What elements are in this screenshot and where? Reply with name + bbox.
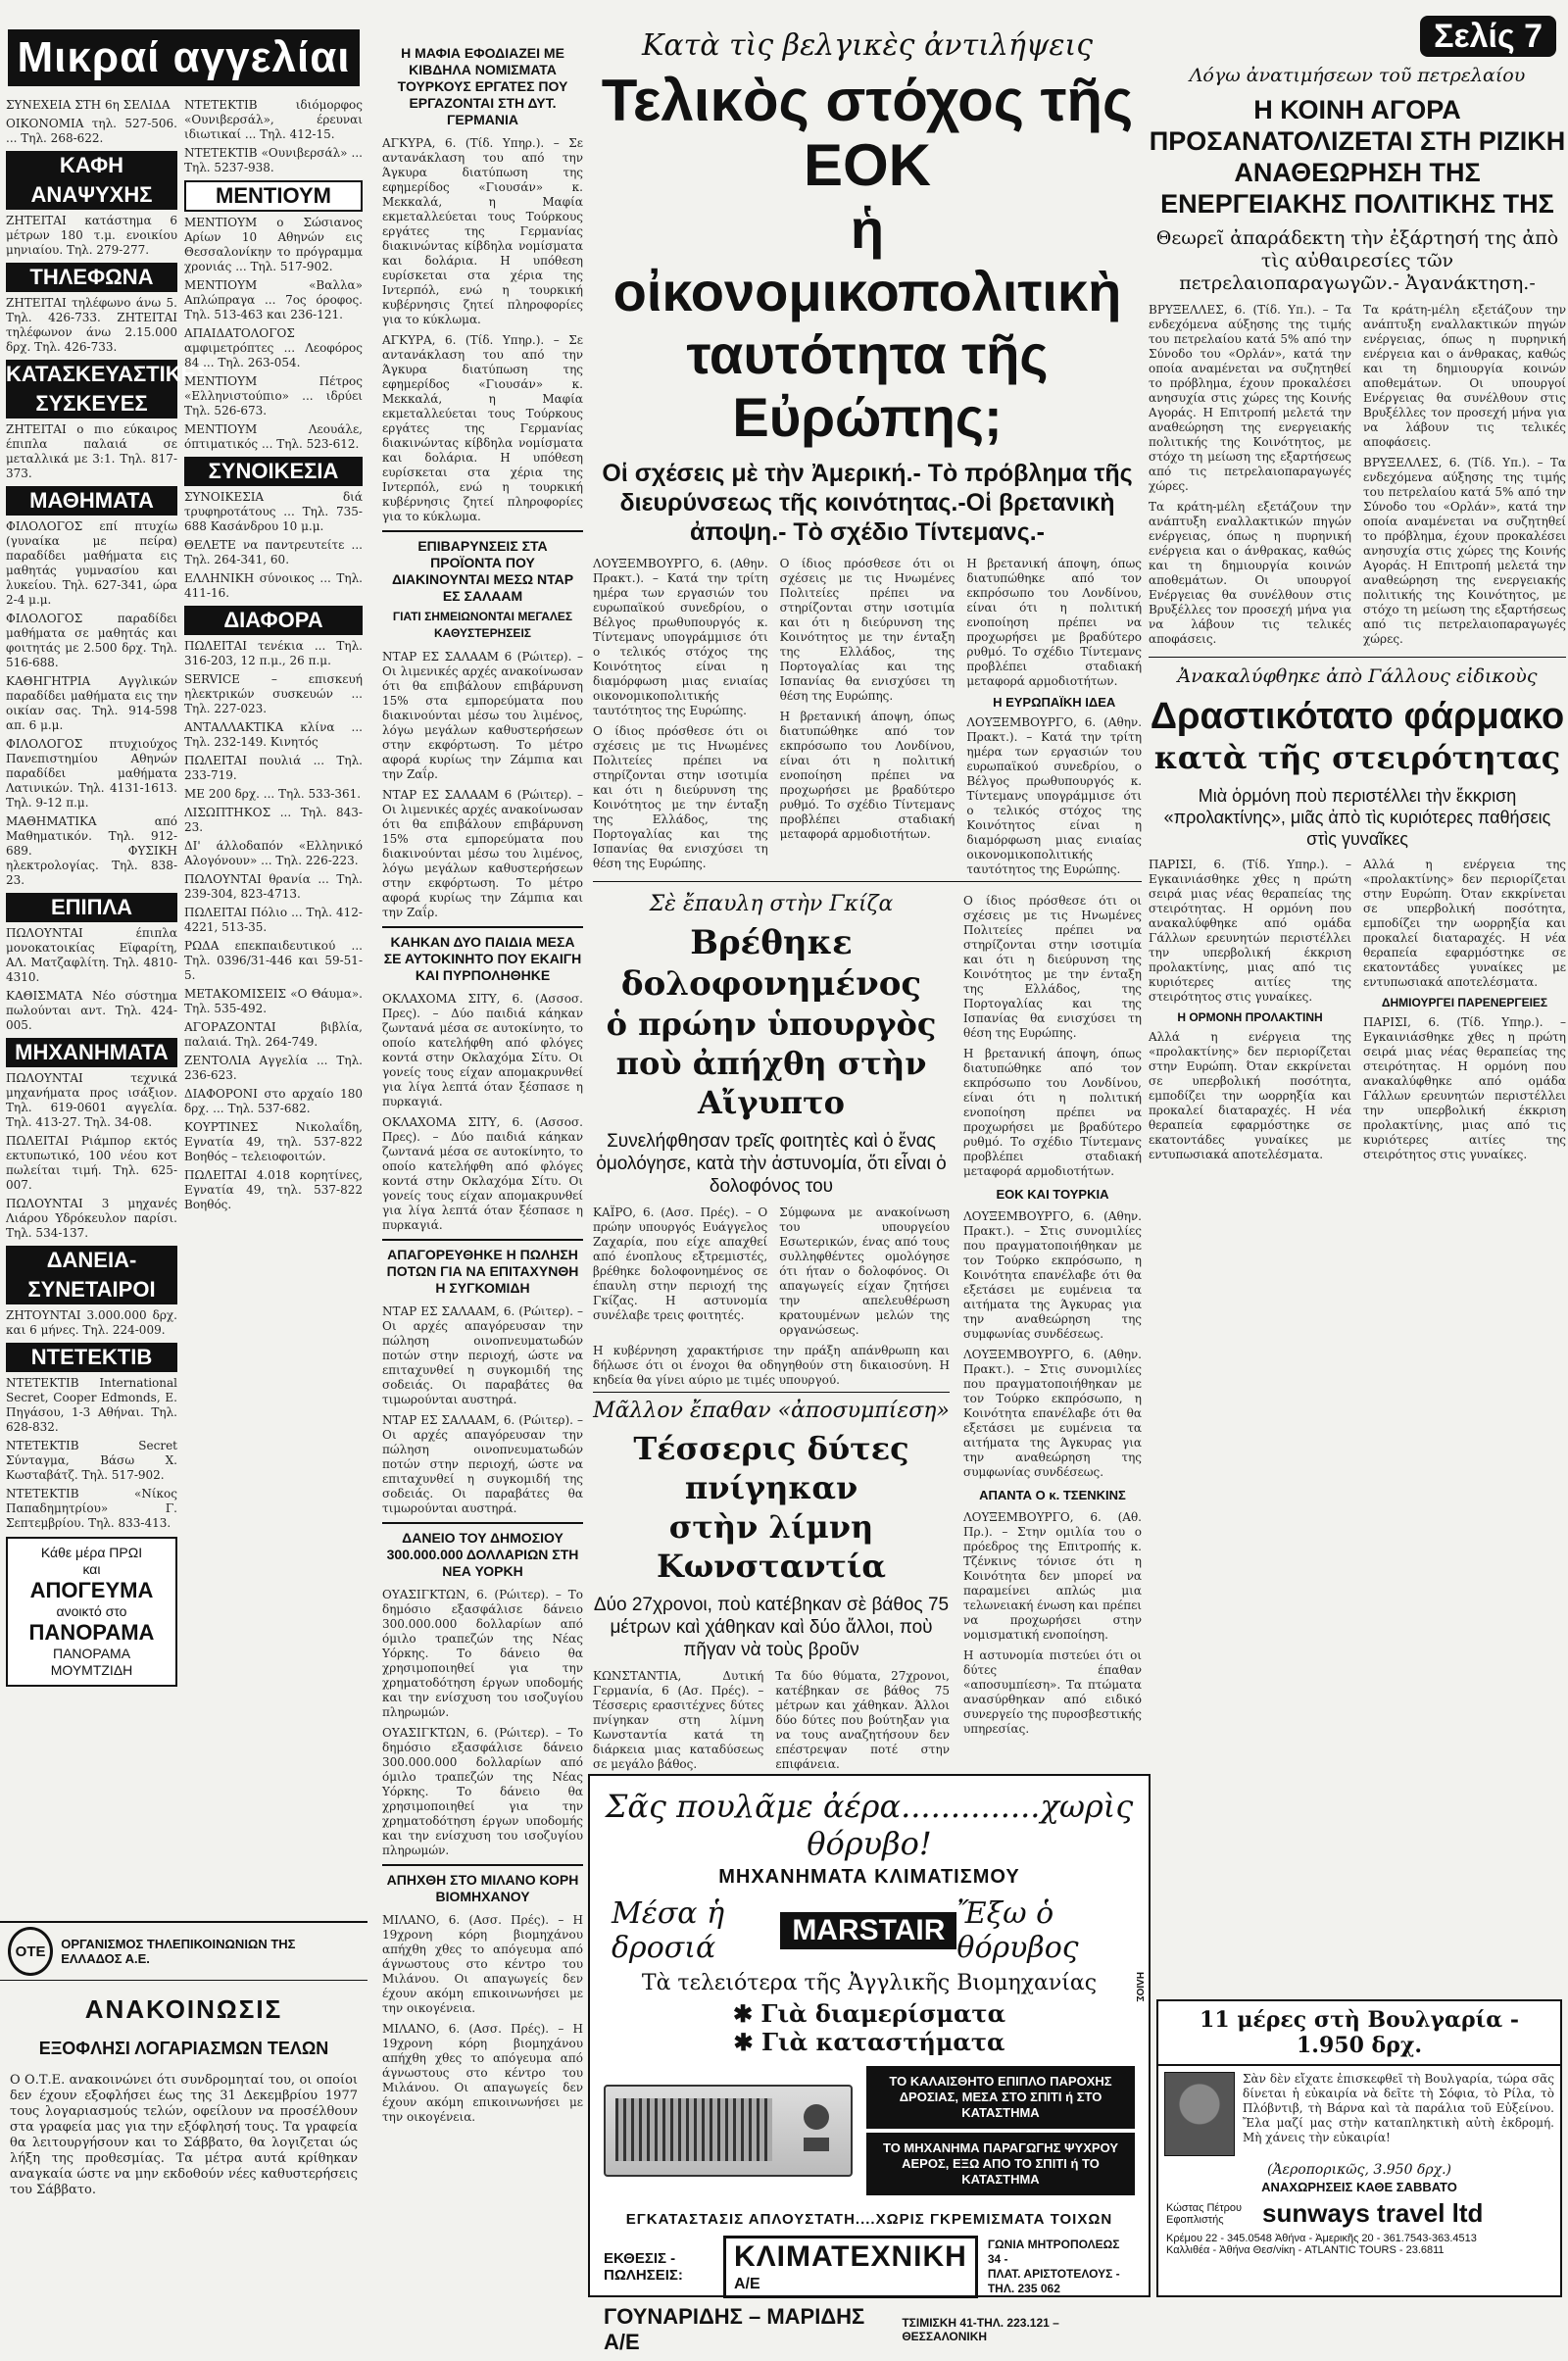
classified-entry: ΠΩΛΕΙΤΑΙ τενέκια ... Τηλ. 316-203, 12 π.μ., 26 π.μ. (184, 639, 363, 667)
travel-brand: sunways travel ltd (1262, 2198, 1484, 2228)
ote-subtitle: ΕΞΟΦΛΗΣΙ ΛΟΓΑΡΙΑΣΜΩΝ ΤΕΛΩΝ (38, 2039, 329, 2058)
eec-col-2-cont: Η βρετανική άποψη, όπως διατυπώθηκε από τον εκπρόσωπο του Λονδίνου, είναι ότι η πολιτική ενοποίηση πρέπει να προχωρήσει με βραδύτερο ρυθμό. Το σχέδιο Τίντεμανς προβλέπει σταδιακή μεταφορά αρμοδιοτήτων. (779, 710, 956, 841)
category-heading: ΜΑΘΗΜΑΤΑ (6, 486, 177, 516)
milan-body: ΜΙΛΑΝΟ, 6. (Ασσ. Πρές). – Η 19χρονη κόρη βιομηχάνου απήχθη χθες το απόγευμα από άγνωστους στο κέντρο του Μιλάνου. Οι απαγωγείς δεν έχουν ακόμη επικοινωνήσει με την οικογένεια. (382, 1913, 583, 2015)
eec-col-3: Η βρετανική άποψη, όπως διατυπώθηκε από τον εκπρόσωπο του Λονδίνου, είναι ότι η πολιτική ενοποίηση πρέπει να προχωρήσει με βραδύτερο ρυθμό. Το σχέδιο Τίντεμανς προβλέπει σταδιακή μεταφορά αρμοδιοτήτων. (966, 557, 1143, 688)
drug-deck: Μιὰ ὁρμόνη ποὺ περιστέλλει τὴν ἔκκριση «προλακτίνης», μιᾶς ἀπὸ τὶς κυριότερες παθήσεις στὶς γυναῖκες (1163, 786, 1551, 849)
drug-col-1: ΠΑΡΙΣΙ, 6. (Τίδ. Υπηρ.). – Εγκαινιάσθηκε χθες η πρώτη σειρά μιας νέας θεραπείας της στειρότητας. Η ορμόνη που ανακαλύφθηκε από ομάδα Γάλλων ερευνητών περιστέλλει την υπερβολική έκκριση προλακτίνης, μιας από τις κυριότερες αιτίες της στειρότητος στις γυναίκες. (1149, 858, 1351, 1004)
ac-agency-mark: ΗΛΙΟΣ (1134, 1972, 1145, 2002)
oil-col-1-cont: Τα κράτη-μέλη εξετάζουν την ανάπτυξη εναλλακτικών πηγών ενέργειας, όπως η πυρηνική ενέργεια και ο άνθρακας, καθώς και τη δημιουργία κοινών αποθεμάτων. Οι υπουργοί Ενέργειας θα συνέλθουν στις Βρυξέλλες τον προσεχή μήνα για να λάβουν τις τελικές αποφάσεις. (1149, 500, 1351, 646)
classified-entry: ΖΗΤΟΥΝΤΑΙ 3.000.000 δρχ. και 6 μήνες. Τηλ. 224-009. (6, 1308, 177, 1337)
classified-entry: ΜΕΝΤΙΟΥΜ Λεουάλε, όπτιματικός ... Τηλ. 523-612. (184, 422, 363, 451)
alcohol-ban-headline: ΑΠΑΓΟΡΕΥΘΗΚΕ Η ΠΩΛΗΣΗ ΠΟΤΩΝ ΓΙΑ ΝΑ ΕΠΙΤΑΧΥΝΘΗ Η ΣΥΓΚΟΜΙΔΗ (386, 1247, 579, 1296)
classified-entry: ΦΙΛΟΛΟΓΟΣ παραδίδει μαθήματα σε μαθητάς και φοιτητάς με 2.500 δρχ. Τηλ. 516-688. (6, 612, 177, 669)
classified-entry: ΟΙΚΟΝΟΜΙΑ τηλ. 527-506. ... Τηλ. 268-622. (6, 117, 177, 145)
ac-title: ΜΗΧΑΝΗΜΑΤΑ ΚΛΙΜΑΤΙΣΜΟΥ (718, 1866, 1020, 1888)
bullet-icon: ✱ (732, 1999, 761, 2028)
oil-kicker: Λόγω ἀνατιμήσεων τοῦ πετρελαίου (1189, 65, 1526, 86)
classified-entry: ΘΕΛΕΤΕ να παντρευτείτε ... Τηλ. 264-341, 60. (184, 538, 363, 566)
ote-header (0, 1921, 368, 1981)
eec-col-1: ΛΟΥΞΕΜΒΟΥΡΓΟ, 6. (Αθην. Πρακτ.). – Κατά την τρίτη ημέρα των εργασιών του ευρωπαϊκού συνεδρίου, ο Βέλγος πρωθυπουργός κ. Τίντεμανς υπογράμμισε ότι ο τελικός στόχος της Κοινότητος είναι η διαμόρφωση μιας ενιαίας οικονομικοπολιτικής ταυτότητος της Ευρώπης. (593, 557, 768, 717)
classified-entry: ΜΑΘΗΜΑΤΙΚΑ από Μαθηματικόν. Τηλ. 912-689. ΦΥΣΙΚΗ ηλεκτρολογίας. Τηλ. 838-23. (6, 814, 177, 887)
classified-entry: ΔΙ' άλλοδαπόν «Ελληνικό Αλογόνουν» ... Τηλ. 226-223. (184, 839, 363, 867)
travel-address-1: Κρέμου 22 - 345.0548 Ἀθήνα - Ἀμερικῆς 20 - 361.7543-363.4513 (1166, 2233, 1477, 2244)
category-heading: ΚΑΤΑΣΚΕΥΑΣΤΙΚΕΣ ΣΥΣΚΕΥΕΣ (6, 360, 177, 418)
ac-feature-box-1: ΤΟ ΚΑΛΑΙΣΘΗΤΟ ΕΠΙΠΛΟ ΠΑΡΟΧΗΣ ΔΡΟΣΙΑΣ, ΜΕΣΑ ΣΤΟ ΣΠΙΤΙ ή ΣΤΟ ΚΑΤΑΣΤΗΜΑ (866, 2066, 1135, 2129)
classified-entry: ΜΕΝΤΙΟΥΜ Πέτρος «Ελληνιστούπιο» ... ιδρύει Τηλ. 526-673. (184, 374, 363, 418)
classified-entry: ΖΕΝΤΟΛΙΑ Αγγελία ... Τηλ. 236-623. (184, 1054, 363, 1082)
classified-entry: ΑΓΟΡΑΖΟΝΤΑΙ βιβλία, παλαιά. Τηλ. 264-749. (184, 1020, 363, 1049)
category-heading: ΜΕΝΤΙΟΥΜ (184, 180, 363, 212)
classified-entry: ΚΟΥΡΤΙΝΕΣ Νικολαΐδη, Εγνατία 49, τηλ. 537-822 Βοηθός – τελειοφοιτών. (184, 1120, 363, 1163)
loan-body-cont: ΟΥΑΣΙΓΚΤΩΝ, 6. (Ρώιτερ). – Το δημόσιο εξασφάλισε δάνειο 300.000.000 δολλαρίων από όμιλο τραπεζών της Νέας Υόρκης. Το δάνειο θα χρησιμοποιηθεί για την χρηματοδότηση έργων υποδομής και την ενίσχυση του ισοζυγίου πληρωμών. (382, 1726, 583, 1857)
classified-entry: ΚΑΘΙΣΜΑΤΑ Νέο σύστημα πωλούνται αντ. Τηλ. 424-005. (6, 989, 177, 1032)
category-heading: ΤΗΛΕΦΩΝΑ (6, 263, 177, 292)
ote-announcement (0, 1921, 368, 2303)
divers-col-2: Τα δύο θύματα, 27χρονοι, κατέβηκαν σε βάθος 75 μέτρων και χάθηκαν. Άλλοι δύο δύτες που βούτηξαν για να τους αναζητήσουν δεν επέστρεψαν ποτέ στην επιφάνεια. (775, 1669, 950, 1771)
classified-entry: ΣΥΝΕΧΕΙΑ ΣΤΗ 6η ΣΕΛΙΔΑ (6, 98, 171, 112)
ote-body: Ο Ο.Τ.Ε. ανακοινώνει ότι συνδρομηταί του, οι οποίοι δεν έχουν εξοφλήσει έως της 31 Δεκεμβρίου 1977 τους λογαριασμούς τελών, οφείλουν να προσέλθουν στα γραφεία μας για την εξόφλησή τους. Τα γραφεία θα λειτουργήσουν και το Σάββατο, θα λογιζεται ώς λήξη της προθεσμίας. Τα μέτρα αυτά κρίθηκαν αναγκαία ώστε να μην εκδοθούν νέες καθυστερήσεις του Σάββατο. (10, 2073, 358, 2197)
ote-title: ΑΝΑΚΟΙΝΩΣΙΣ (84, 1994, 283, 2024)
ac-company-suffix: Α/Ε (733, 2276, 760, 2292)
classified-entry: ΠΩΛΕΙΤΑΙ Πόλιο ... Τηλ. 412-4221, 513-35. (184, 906, 363, 934)
ac-bullet-1-text: Γιὰ διαμερίσματα (760, 1999, 1006, 2028)
ote-logo: ΟΤΕ (8, 1927, 53, 1976)
ac-subtitle: Τὰ τελειότερα τῆς Ἀγγλικῆς Βιομηχανίας (641, 1971, 1098, 1995)
divers-col-1: ΚΩΝΣΤΑΝΤΙΑ, Δυτική Γερμανία, 6 (Ασ. Πρές). – Τέσσερις ερασιτέχνες δύτες πνίγηκαν στη λίμνη Κωνσταντία κατά τη διάρκεια μιας καταδύσεως σε μεγάλο βάθος. (593, 1669, 764, 1771)
category-heading: ΔΙΑΦΟΡΑ (184, 606, 363, 635)
drug-kicker: Ἀνακαλύφθηκε ἀπὸ Γάλλους εἰδικοὺς (1177, 665, 1538, 687)
classified-entry: ΠΩΛΕΙΤΑΙ 4.018 κορητίνες, Εγνατία 49, τηλ. 537-822 Βοηθός. (184, 1168, 363, 1211)
category-heading: ΜΗΧΑΝΗΜΑΤΑ (6, 1038, 177, 1067)
dar-subhead: ΓΙΑΤΙ ΣΗΜΕΙΩΝΟΝΤΑΙ ΜΕΓΑΛΕΣ ΚΑΘΥΣΤΕΡΗΣΕΙΣ (392, 610, 573, 640)
classified-entry: ΖΗΤΕΙΤΑΙ κατάστημα 6 μέτρων 180 τ.μ. ενοικίου μηνιαίου. Τηλ. 279-277. (6, 214, 177, 257)
jenkins-subhead: ΑΠΑΝΤΑ Ο κ. ΤΣΕΝΚΙΝΣ (979, 1488, 1126, 1502)
classified-entry: ΜΕΝΤΙΟΥΜ ο Σώσιανος Αρίων 10 Αθηνών εις Θεσσαλονίκην το πρόγραμμα χρονιάς ... Τηλ. 517-902. (184, 216, 363, 273)
classified-entry: ΠΩΛΕΙΤΑΙ Ριάμπορ εκτός εκτυπωτικό, 100 νέου κοτ πωλείται τιμή. Τηλ. 625-007. (6, 1134, 177, 1192)
gaza-headline-line1: Βρέθηκε δολοφονημένος (620, 923, 922, 1004)
ac-left-slogan: Μέσα ἡ δροσιά (612, 1896, 725, 1965)
panorama-ad-line2: και (82, 1561, 101, 1577)
mafia-body: ΑΓΚΥΡΑ, 6. (Τίδ. Υπηρ.). – Σε αντανάκλαση του από την Άγκυρα διατύπωση της εφημερίδος «Γιουσάν» κ. Μεκκαλά, η Μαφία εκμεταλλεύεται τους Τούρκους εργάτες της Γερμανίας διακινώντας κίβδηλα νομίσματα και δολάρια. Η υπόθεση ευρίσκεται στα χέρια της Ιντερπόλ, ενώ η τουρκική κυβέρνησις ζητεί πληροφορίες για το κύκλωμα. (382, 136, 583, 326)
ote-organization: ΟΡΓΑΝΙΣΜΟΣ ΤΗΛΕΠΙΚΟΙΝΩΝΙΩΝ ΤΗΣ ΕΛΛΑΔΟΣ Α.Ε. (61, 1937, 296, 1966)
oil-headline: Η ΚΟΙΝΗ ΑΓΟΡΑ ΠΡΟΣΑΝΑΤΟΛΙΖΕΤΑΙ ΣΤΗ ΡΙΖΙΚΗ ΑΝΑΘΕΩΡΗΣΗ ΤΗΣ ΕΝΕΡΓΕΙΑΚΗΣ ΠΟΛΙΤΙΚΗΣ ΤΗΣ (1149, 95, 1566, 219)
ac-slogan: Σᾶς πουλᾶμε ἀέρα..............χωρὶς θόρυβο! (605, 1788, 1134, 1862)
travel-address-2: Καλλιθέα - Ἀθήνα Θεσ/νίκη - ATLANTIC TOURS - 23.6811 (1166, 2244, 1445, 2256)
loan-body: ΟΥΑΣΙΓΚΤΩΝ, 6. (Ρώιτερ). – Το δημόσιο εξασφάλισε δάνειο 300.000.000 δολλαρίων από όμιλο τραπεζών της Νέας Υόρκης. Το δάνειο θα χρησιμοποιηθεί για την χρηματοδότηση έργων υποδομής και την ενίσχυση του ισοζυγίου πληρωμών. (382, 1588, 583, 1719)
eec-kicker: Κατὰ τὶς βελγικὲς ἀντιλήψεις (641, 28, 1094, 63)
classifieds-title: Μικραί αγγελίαι (8, 29, 360, 86)
classifieds-right-column (184, 98, 363, 1216)
gaza-col-1: ΚΑΪΡΟ, 6. (Ασσ. Πρές). – Ο πρώην υπουργός Ευάγγελος Ζαχαρία, που είχε απαχθεί από ένοπλους εξτρεμιστές, βρέθηκε δολοφονημένος σε έπαυλη στην περιοχή της Γκίζας. Η αστυνομία συνέλαβε τρεις φοιτητές. (593, 1205, 768, 1322)
ac-installation-note: ΕΓΚΑΤΑΣΤΑΣΙΣ ΑΠΛΟΥΣΤΑΤΗ....ΧΩΡΙΣ ΓΚΡΕΜΙΣΜΑΤΑ ΤΟΙΧΩΝ (625, 2211, 1113, 2228)
classified-entry: ΑΠΑΙΔΑΤΟΛΟΓΟΣ αμφιμετρόπτες ... Λεοφόρος 84 ... Τηλ. 263-054. (184, 326, 363, 369)
classified-entry: ΜΕΝΤΙΟΥΜ «Βαλλα» Απλώπραγα ... 7ος όροφος. Τηλ. 513-463 και 236-121. (184, 278, 363, 321)
classified-entry: ΜΕ 200 δρχ. ... Τηλ. 533-361. (184, 787, 362, 801)
category-heading: ΔΑΝΕΙΑ-ΣΥΝΕΤΑΙΡΟΙ (6, 1246, 177, 1304)
gaza-headline-line2: ὁ πρώην ὑπουργὸς (606, 1006, 937, 1043)
category-heading: ΕΠΙΠΛΑ (6, 893, 177, 922)
panorama-ad-line5: ΠΑΝΟΡΑΜΑ (28, 1620, 155, 1645)
classified-entry: ΡΩΔΑ επεκπαιδευτικού ... Τηλ. 0396/31-446 και 59-51-5. (184, 939, 363, 982)
eec-headline-line2: ἡ οἰκονομικοπολιτικὴ (612, 198, 1122, 322)
eec-cont-1: Ο ίδιος πρόσθεσε ότι οι σχέσεις με τις Ηνωμένες Πολιτείες πρέπει να στηρίζονται στην ισοτιμία και ότι η διεύρυνση της Κοινότητος με την ένταξη της Ελλάδος, της Πορτογαλίας και της Ισπανίας θα ενισχύσει τη θέση της Ευρώπης. (963, 894, 1142, 1040)
gaza-col-2: Σύμφωνα με ανακοίνωση του υπουργείου Εσωτερικών, ένας από τους συλληφθέντες ομολόγησε ότι ήταν ο δολοφόνος. Οι απαγωγείς είχαν ζητήσει την απελευθέρωση κρατουμένων μελών της οργανώσεως. (779, 1205, 950, 1337)
classified-entry: ΝΤΕΤΕΚΤΙΒ Secret Σύνταγμα, Βάσω Χ. Κωσταβάτζ. Τηλ. 517-902. (6, 1439, 177, 1482)
ac-bullet-2 (590, 2028, 1149, 2056)
drug-headline-line2: κατὰ τῆς στειρότητας (1153, 739, 1561, 776)
classified-entry: ΠΩΛΕΙΤΑΙ πουλιά ... Τηλ. 233-719. (184, 754, 363, 782)
ac-brand-logo: MARSTAIR (780, 1912, 956, 1949)
loan-headline: ΔΑΝΕΙΟ ΤΟΥ ΔΗΜΟΣΙΟΥ 300.000.000 ΔΟΛΛΑΡΙΩΝ ΣΤΗ ΝΕΑ ΥΟΡΚΗ (386, 1530, 579, 1579)
classified-entry: ΖΗΤΕΙΤΑΙ τηλέφωνο άνω 5. Τηλ. 426-733. ΖΗΤΕΙΤΑΙ τηλέφωνον άνω 2.15.000 δρχ. Τηλ. 426-733. (6, 296, 177, 354)
air-conditioner-advertisement (588, 1774, 1151, 2354)
car-fire-headline: ΚΑΗΚΑΝ ΔΥΟ ΠΑΙΔΙΑ ΜΕΣΑ ΣΕ ΑΥΤΟΚΙΝΗΤΟ ΠΟΥ ΕΚΑΙΓΗ ΚΑΙ ΠΥΡΠΟΛΗΘΗΚΕ (383, 934, 582, 983)
category-heading: ΝΤΕΤΕΚΤΙΒ (6, 1343, 177, 1372)
ac-address-2: ΠΛΑΤ. ΑΡΙΣΤΟΤΕΛΟΥΣ - ΤΗΛ. 235 062 (987, 2267, 1120, 2295)
travel-body: Σὰν δὲν εἴχατε ἐπισκεφθεῖ τὴ Βουλγαρία, τώρα σᾶς δίνεται ἡ εὐκαιρία νὰ δεῖτε τὴ Σόφια, τὸ Ρίλα, τὸ Πλόβντιβ, τὴ Βάρνα καὶ τὰ παράλια τοῦ Εὐξείνου. Ἔλα μαζί μας στὴν καταπληκτικὴ αὐτὴ ἐκδρομή. Μὴ χάνεις τὴν εὐκαιρία! (1243, 2072, 1554, 2144)
ac-bullet-2-text: Γιὰ καταστήματα (760, 2028, 1005, 2056)
ac-feature-box-2: ΤΟ ΜΗΧΑΝΗΜΑ ΠΑΡΑΓΩΓΗΣ ΨΥΧΡΟΥ ΑΕΡΟΣ, ΕΞΩ ΑΠΟ ΤΟ ΣΠΙΤΙ ή ΤΟ ΚΑΤΑΣΤΗΜΑ (866, 2133, 1135, 2195)
eec-headline-line3: ταυτότητα τῆς Εὐρώπης; (686, 323, 1049, 448)
classified-entry: ΝΤΕΤΕΚΤΙΒ International Secret, Cooper Edmonds, Ε. Πηγάσου, 1-3 Αθήναι. Τηλ. 628-832. (6, 1376, 177, 1434)
classified-entry: SERVICE – επισκευή ηλεκτρικών συσκευών ... Τηλ. 227-023. (184, 672, 363, 715)
travel-advertisement (1156, 1999, 1562, 2297)
classified-entry: ΚΑΘΗΓΗΤΡΙΑ Αγγλικών παραδίδει μαθήματα εις την οικίαν σας. Τηλ. 914-598 απ. 6 μ.μ. (6, 674, 177, 732)
mafia-body-cont: ΑΓΚΥΡΑ, 6. (Τίδ. Υπηρ.). – Σε αντανάκλαση του από την Άγκυρα διατύπωση της εφημερίδος «Γιουσάν» κ. Μεκκαλά, η Μαφία εκμεταλλεύεται τους Τούρκους εργάτες της Γερμανίας διακινώντας κίβδηλα νομίσματα και δολάρια. Η υπόθεση ευρίσκεται στα χέρια της Ιντερπόλ, ενώ η τουρκική κυβέρνησις ζητεί πληροφορίες για το κύκλωμα. (382, 333, 583, 523)
turkey-subhead: ΕΟΚ ΚΑΙ ΤΟΥΡΚΙΑ (996, 1187, 1109, 1202)
panorama-ad-line1: Κάθε μέρα ΠΡΩΙ (40, 1545, 143, 1560)
panorama-ad-line4: ανοικτό στο (56, 1603, 127, 1619)
alcohol-ban-body: ΝΤΑΡ ΕΣ ΣΑΛΑΑΜ, 6. (Ρώιτερ). – Οι αρχές απαγόρευσαν την πώληση οινοπνευματωδών ποτών στην περιοχή, ώστε να επιταχυνθεί η συγκομιδή της σοδειάς. Οι παραβάτες θα τιμωρούνται αυστηρά. (382, 1304, 583, 1406)
ac-address-1: ΓΩΝΙΑ ΜΗΤΡΟΠΟΛΕΩΣ 34 - (987, 2238, 1120, 2266)
ac-bullet-1 (590, 1999, 1149, 2028)
oil-col-2-cont: ΒΡΥΞΕΛΛΕΣ, 6. (Τίδ. Υπ.). – Τα ενδεχόμενα αύξησης της τιμής του πετρελαίου κατά 5% από την Σύνοδο του «Ορλάν», κατά την οποία αναμένεται να συζητηθεί το πρόβλημα, έχουν προκαλέσει ανησυχία στις χώρες της Κοινής Αγοράς. Η Επιτροπή μελετά την αναθεώρηση της ενεργειακής πολιτικής της Κοινότητος, με στόχο τη μείωση της εξαρτήσεως από τις πετρελαιοπαραγωγές χώρες. (1363, 456, 1566, 646)
panorama-advertisement (6, 1537, 177, 1687)
gaza-headline-line3: ποὺ ἀπήχθη στὴν Αἴγυπτο (615, 1045, 927, 1121)
classified-entry: ΛΙΣΩΠΤΗΚΟΣ ... Τηλ. 843-23. (184, 806, 363, 834)
jenkins-body-cont: Η αστυνομία πιστεύει ότι οι δύτες έπαθαν «αποσυμπίεση». Τα πτώματα ανασύρθηκαν από ειδικό συνεργείο της πυροσβεστικής υπηρεσίας. (963, 1648, 1142, 1736)
dar-body: ΝΤΑΡ ΕΣ ΣΑΛΑΑΜ 6 (Ρώιτερ). – Οι λιμενικές αρχές ανακοίνωσαν ότι θα επιβάλουν επιβάρυνση 15% στα εμπορεύματα που διακινούνται μέσω του λιμένος, λόγω μεγάλων καθυστερήσεων στην εκφόρτωση. Το μέτρο αφορά κυρίως την Ζάμπια και την Ζαΐρ. (382, 650, 583, 781)
ac-dealer-address: ΤΣΙΜΙΣΚΗ 41-ΤΗΛ. 223.121 – ΘΕΣΣΑΛΟΝΙΚΗ (902, 2316, 1059, 2343)
eec-col-3-cont: ΛΟΥΞΕΜΒΟΥΡΓΟ, 6. (Αθην. Πρακτ.). – Κατά την τρίτη ημέρα των εργασιών του ευρωπαϊκού συνεδρίου, ο Βέλγος πρωθυπουργός κ. Τίντεμανς υπογράμμισε ότι ο τελικός στόχος της Κοινότητος είναι η διαμόρφωση μιας ενιαίας οικονομικοπολιτικής ταυτότητος της Ευρώπης. (966, 715, 1143, 876)
eec-continuation (963, 886, 1142, 1772)
travel-photo (1164, 2072, 1235, 2156)
bullet-icon: ✱ (733, 2028, 761, 2056)
center-lower-block (593, 886, 1142, 1772)
divers-kicker: Μᾶλλον ἔπαθαν «ἀποσυμπίεση» (593, 1399, 950, 1423)
drug-col-2-cont: ΠΑΡΙΣΙ, 6. (Τίδ. Υπηρ.). – Εγκαινιάσθηκε χθες η πρώτη σειρά μιας νέας θεραπείας της στειρότητας. Η ορμόνη που ανακαλύφθηκε από ομάδα Γάλλων ερευνητών περιστέλλει την υπερβολική έκκριση προλακτίνης, μιας από τις κυριότερες αιτίες της στειρότητος στις γυναίκες. (1363, 1015, 1566, 1161)
page-number-badge: Σελίς 7 (1420, 16, 1556, 57)
air-conditioner-unit-illustration (604, 2085, 853, 2177)
oil-col-1: ΒΡΥΞΕΛΛΕΣ, 6. (Τίδ. Υπ.). – Τα ενδεχόμενα αύξησης της τιμής του πετρελαίου κατά 5% από την Σύνοδο του «Ορλάν», κατά την οποία αναμένεται να συζητηθεί το πρόβλημα, έχουν προκαλέσει ανησυχία στις χώρες της Κοινής Αγοράς. Η Επιτροπή μελετά την αναθεώρηση της ενεργειακής πολιτικής της Κοινότητος, με στόχο τη μείωση της εξαρτήσεως από τις πετρελαιοπαραγωγές χώρες. (1149, 303, 1351, 493)
classified-entry: ΔΙΑΦΟΡΟΝΙ στο αρχαίο 180 δρχ. ... Τηλ. 537-682. (184, 1087, 363, 1115)
news-column-2 (382, 39, 583, 2125)
gaza-deck: Συνελήφθησαν τρεῖς φοιτητὲς καὶ ὁ ἕνας ὁμολόγησε, κατὰ τὴν ἀστυνομία, ὅτι εἶναι ὁ δολοφόνος του (596, 1131, 947, 1197)
eec-col-1-cont: Ο ίδιος πρόσθεσε ότι οι σχέσεις με τις Ηνωμένες Πολιτείες πρέπει να στηρίζονται στην ισοτιμία και ότι η διεύρυνση της Κοινότητος με την ένταξη της Ελλάδος, της Πορτογαλίας και της Ισπανίας θα ενισχύσει τη θέση της Ευρώπης. (593, 724, 768, 870)
classifieds-left-column (6, 98, 209, 1693)
classified-entry: ΖΗΤΕΙΤΑΙ ο πιο εύκαιρος έπιπλα παλαιά σε μεταλλικά με 3:1. Τηλ. 817-373. (6, 422, 177, 480)
classified-entry: ΑΝΤΑΛΛΑΚΤΙΚΑ κλίνα ... Τηλ. 232-149. Κινητός (184, 720, 363, 749)
classified-entry: ΠΩΛΟΥΝΤΑΙ θρανία ... Τηλ. 239-304, 823-4713. (184, 872, 363, 901)
classified-entry: ΜΕΤΑΚΟΜΙΣΕΙΣ «Ο Θάυμα». Τηλ. 535-492. (184, 987, 363, 1015)
category-heading: ΚΑΦΗ ΑΝΑΨΥΧΗΣ (6, 151, 177, 210)
oil-col-2: Τα κράτη-μέλη εξετάζουν την ανάπτυξη εναλλακτικών πηγών ενέργειας, όπως η πυρηνική ενέργεια και ο άνθρακας, καθώς και τη δημιουργία κοινών αποθεμάτων. Οι υπουργοί Ενέργειας θα συνέλθουν στις Βρυξέλλες τον προσεχή μήνα για να λάβουν τις τελικές αποφάσεις. (1363, 303, 1566, 449)
turkey-body-cont: ΛΟΥΞΕΜΒΟΥΡΓΟ, 6. (Αθην. Πρακτ.). – Στις συνομιλίες που πραγματοποιήθηκαν με τον Τούρκο εκπρόσωπο, η Κοινότητα επανέλαβε ότι θα εξετάσει με ευμένεια τα αιτήματα της Άγκυρας για την αναθεώρηση της συμφωνίας συνδέσεως. (963, 1348, 1142, 1479)
classified-entry: ΝΤΕΤΕΚΤΙΒ «Ουνιβερσάλ» ... Τηλ. 5237-938. (184, 146, 363, 174)
divers-headline-line2: στὴν λίμνη Κωνσταντία (656, 1508, 887, 1585)
oil-deck: Θεωρεῖ ἀπαράδεκτη τὴν ἐξάρτησή της ἀπὸ τὶς αὐθαιρεσίες τῶν πετρελαιοπαραγωγῶν.- Ἀγανάκτηση.- (1155, 227, 1559, 294)
eec-cont-2: Η βρετανική άποψη, όπως διατυπώθηκε από τον εκπρόσωπο του Λονδίνου, είναι ότι η πολιτική ενοποίηση πρέπει να προχωρήσει με βραδύτερο ρυθμό. Το σχέδιο Τίντεμανς προβλέπει σταδιακή μεταφορά αρμοδιοτήτων. (963, 1047, 1142, 1178)
eec-deck: Οἱ σχέσεις μὲ τὴν Ἀμερική.- Τὸ πρόβλημα τῆς διευρύνσεως τῆς κοινότητας.-Οἱ βρετανικὴ ἀποψη.- Τὸ σχέδιο Τίντεμανς.- (602, 460, 1133, 546)
ac-sales-label: ΕΚΘΕΣΙΣ - ΠΩΛΗΣΕΙΣ: (604, 2250, 683, 2284)
dar-body-cont: ΝΤΑΡ ΕΣ ΣΑΛΑΑΜ 6 (Ρώιτερ). – Οι λιμενικές αρχές ανακοίνωσαν ότι θα επιβάλουν επιβάρυνση 15% στα εμπορεύματα που διακινούνται μέσω του λιμένος, λόγω μεγάλων καθυστερήσεων στην εκφόρτωση. Το μέτρο αφορά κυρίως την Ζάμπια και την Ζαΐρ. (382, 788, 583, 919)
center-section (593, 0, 1143, 1771)
gaza-col-3: Η κυβέρνηση χαρακτήρισε την πράξη απάνθρωπη και δήλωσε ότι οι ένοχοι θα οδηγηθούν στη δικαιοσύνη. Η κηδεία θα γίνει αύριο με τιμές υπουργού. (593, 1344, 950, 1387)
milan-headline: ΑΠΗΧΘΗ ΣΤΟ ΜΙΛΑΝΟ ΚΟΡΗ ΒΙΟΜΗΧΑΝΟΥ (386, 1872, 579, 1904)
ac-dealer-name: ΓΟΥΝΑΡΙΔΗΣ – ΜΑΡΙΔΗΣ Α/Ε (604, 2304, 865, 2354)
turkey-body: ΛΟΥΞΕΜΒΟΥΡΓΟ, 6. (Αθην. Πρακτ.). – Στις συνομιλίες που πραγματοποιήθηκαν με τον Τούρκο εκπρόσωπο, η Κοινότητα επανέλαβε ότι θα εξετάσει με ευμένεια τα αιτήματα της Άγκυρας για την αναθεώρηση της συμφωνίας συνδέσεως. (963, 1209, 1142, 1341)
classified-entry: ΦΙΛΟΛΟΓΟΣ πτυχιούχος Πανεπιστημίου Αθηνών παραδίδει μαθήματα Λατινικών. Τηλ. 4131-1613. Τηλ. 9-12 π.μ. (6, 737, 177, 810)
right-section (1149, 0, 1566, 1162)
divers-deck: Δύο 27χρονοι, ποὺ κατέβηκαν σὲ βάθος 75 μέτρων καὶ χάθηκαν καὶ δύο ἄλλοι, ποὺ πῆγαν νὰ τοὺς βροῦν (593, 1595, 950, 1660)
drug-col-2: Αλλά η ενέργεια της «προλακτίνης» δεν περιορίζεται στην Ευρώπη. Όταν εκκρίνεται σε υπερβολική ποσότητα, εμποδίζει την ωορρηξία και προκαλεί διαταραχές. Η νέα θεραπεία εφαρμόστηκε σε εκατοντάδες γυναίκες με εντυπωσιακά αποτελέσματα. (1363, 858, 1566, 989)
car-fire-body: ΟΚΛΑΧΟΜΑ ΣΙΤΥ, 6. (Ασσοσ. Πρες). – Δύο παιδιά κάηκαν ζωντανά μέσα σε αυτοκίνητο, το οποίο κατελήφθη από φλόγες κοντά στην Οκλαχόμα Σίτυ. Οι γονείς τους είχαν απομακρυνθεί για λίγα λεπτά όταν ξέσπασε η πυρκαγιά. (382, 992, 583, 1108)
classified-entry: ΠΩΛΟΥΝΤΑΙ τεχνικά μηχανήματα προς ισάξιον. Τηλ. 619-0601 αγγελία. Τηλ. 413-27. Τηλ. 34-08. (6, 1071, 177, 1129)
gaza-story (593, 886, 950, 1772)
ac-right-slogan: Ἔξω ὁ θόρυβος (956, 1896, 1079, 1965)
panorama-ad-line7: ΜΟΥΜΤΖΙΔΗ (50, 1662, 133, 1678)
eec-headline-line1: Τελικὸς στόχος τῆς ΕΟΚ (601, 68, 1134, 198)
gaza-kicker: Σὲ ἔπαυλη στὴν Γκίζα (649, 892, 894, 916)
milan-body-cont: ΜΙΛΑΝΟ, 6. (Ασσ. Πρές). – Η 19χρονη κόρη βιομηχάνου απήχθη χθες το απόγευμα από άγνωστους στο κέντρο του Μιλάνου. Οι απαγωγείς δεν έχουν ακόμη επικοινωνήσει με την οικογένεια. (382, 2022, 583, 2124)
car-fire-body-cont: ΟΚΛΑΧΟΜΑ ΣΙΤΥ, 6. (Ασσοσ. Πρες). – Δύο παιδιά κάηκαν ζωντανά μέσα σε αυτοκίνητο, το οποίο κατελήφθη από φλόγες κοντά στην Οκλαχόμα Σίτυ. Οι γονείς τους είχαν απομακρυνθεί για λίγα λεπτά όταν ξέσπασε η πυρκαγιά. (382, 1115, 583, 1232)
travel-person: Κώστας Πέτρου Εφοπλιστής (1166, 2201, 1243, 2226)
panorama-ad-line3: ΑΠΟΓΕΥΜΑ (29, 1578, 154, 1602)
classified-entry: ΣΥΝΟΙΚΕΣΙΑ διά τρυφηροτάτους ... Τηλ. 735-688 Κασάνδρου 10 μ.μ. (184, 490, 363, 533)
category-heading: ΣΥΝΟΙΚΕΣΙΑ (184, 457, 363, 486)
eec-col-2: Ο ίδιος πρόσθεσε ότι οι σχέσεις με τις Ηνωμένες Πολιτείες πρέπει να στηρίζονται στην ισοτιμία και ότι η διεύρυνση της Κοινότητος με την ένταξη της Ελλάδος, της Πορτογαλίας και της Ισπανίας θα ενισχύσει τη θέση της Ευρώπης. (779, 557, 956, 703)
classified-entry: ΕΛΛΗΝΙΚΗ σύνοικος ... Τηλ. 411-16. (184, 571, 363, 600)
dar-headline: ΕΠΙΒΑΡΥΝΣΕΙΣ ΣΤΑ ΠΡΟΪΟΝΤΑ ΠΟΥ ΔΙΑΚΙΝΟΥΝΤΑΙ ΜΕΣΩ ΝΤΑΡ ΕΣ ΣΑΛΑΑΜ (391, 538, 574, 604)
travel-departures: ΑΝΑΧΩΡΗΣΕΙΣ ΚΑΘΕ ΣΑΒΒΑΤΟ (1261, 2180, 1457, 2194)
travel-air-price: (Ἀεροπορικῶς, 3.950 δρχ.) (1266, 2162, 1451, 2178)
jenkins-body: ΛΟΥΞΕΜΒΟΥΡΓΟ, 6. (Αθ. Πρ.). – Στην ομιλία του ο πρόεδρος της Επιτροπής κ. Τζένκινς τόνισε ότι η Κοινότητα δεν μπορεί να παραμείνει απλώς μια τελωνειακή ένωση και πρέπει να προχωρήσει στην νομισματική ενοποίηση. (963, 1510, 1142, 1642)
prolactin-subhead: Η ΟΡΜΟΝΗ ΠΡΟΛΑΚΤΙΝΗ (1177, 1010, 1323, 1024)
divers-headline-line1: Τέσσερις δύτες πνίγηκαν (633, 1430, 909, 1506)
classified-entry: ΠΩΛΟΥΝΤΑΙ 3 μηχανές Λιάρου Υδρόκευλον παρίσι. Τηλ. 534-137. (6, 1197, 177, 1240)
ac-company-name: ΚΛΙΜΑΤΕΧΝΙΚΗ (733, 2240, 967, 2273)
classified-entry: ΝΤΕΤΕΚΤΙΒ ιδιόμορφος «Ουνιβερσάλ», έρευναι ιδιωτικαί ... Τηλ. 412-15. (184, 98, 363, 141)
travel-title: 11 μέρες στὴ Βουλγαρία - 1.950 δρχ. (1158, 2001, 1560, 2066)
classified-entry: ΝΤΕΤΕΚΤΙΒ «Νίκος Παπαδημητρίου» Γ. Σεπτεμβρίου. Τηλ. 833-413. (6, 1487, 177, 1530)
eec-article-columns (593, 557, 1142, 877)
classified-entry: ΦΙΛΟΛΟΓΟΣ επί πτυχίω (γυναίκα με πείρα) παραδίδει μαθήματα εις μαθητάς γυμνασίου και λυκείου. Τηλ. 627-341, ώρα 2-4 μ.μ. (6, 519, 177, 607)
mafia-headline: Η ΜΑΦΙΑ ΕΦΟΔΙΑΖΕΙ ΜΕ ΚΙΒΔΗΛΑ ΝΟΜΙΣΜΑΤΑ ΤΟΥΡΚΟΥΣ ΕΡΓΑΤΕΣ ΠΟΥ ΕΡΓΑΖΟΝΤΑΙ ΣΤΗ ΔΥΤ. ΓΕΡΜΑΝΙΑ (397, 45, 568, 127)
european-idea-subhead: Η ΕΥΡΩΠΑΪΚΗ ΙΔΕΑ (993, 695, 1116, 710)
classified-entry: ΠΩΛΟΥΝΤΑΙ έπιπλα μονοκατοικίας Εϊφαρίτη, ΑΛ. Ματζαφλίτη. Τηλ. 4810-4310. (6, 926, 177, 984)
alcohol-ban-body-cont: ΝΤΑΡ ΕΣ ΣΑΛΑΑΜ, 6. (Ρώιτερ). – Οι αρχές απαγόρευσαν την πώληση οινοπνευματωδών ποτών στην περιοχή, ώστε να επιταχυνθεί η συγκομιδή της σοδειάς. Οι παραβάτες θα τιμωρούνται αυστηρά. (382, 1413, 583, 1515)
drug-col-1-cont: Αλλά η ενέργεια της «προλακτίνης» δεν περιορίζεται στην Ευρώπη. Όταν εκκρίνεται σε υπερβολική ποσότητα, εμποδίζει την ωορρηξία και προκαλεί διαταραχές. Η νέα θεραπεία εφαρμόστηκε σε εκατοντάδες γυναίκες με εντυπωσιακά αποτελέσματα. (1149, 1030, 1351, 1161)
side-effects-subhead: ΔΗΜΙΟΥΡΓΕΙ ΠΑΡΕΝΕΡΓΕΙΕΣ (1381, 996, 1548, 1009)
panorama-ad-line6: ΠΑΝΟΡΑΜΑ (52, 1646, 131, 1661)
drug-headline-line1: Δραστικότατο φάρμακο (1150, 696, 1565, 737)
